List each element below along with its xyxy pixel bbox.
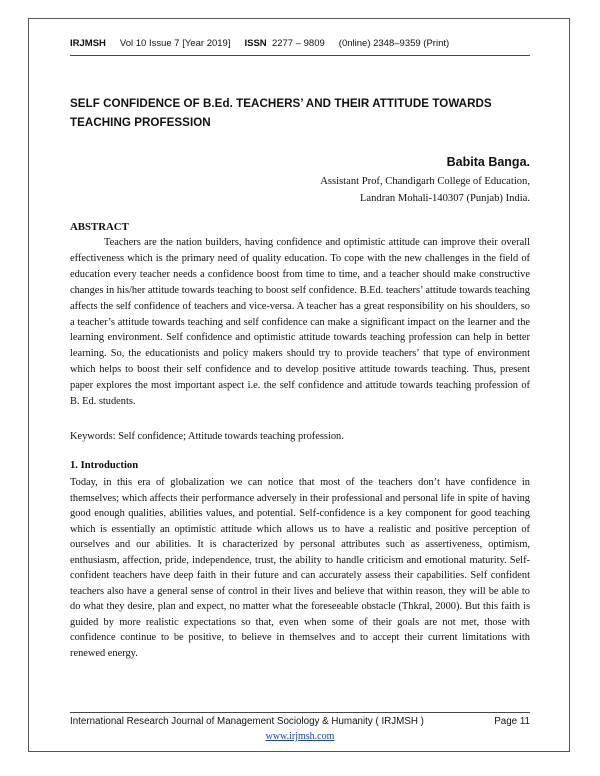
abstract-heading: ABSTRACT [70,221,129,233]
issn-number: 2277 – 9809 [271,38,325,49]
author-affiliation [230,173,530,207]
page-number: Page 11 [494,716,530,727]
author-name: Babita Banga. [446,155,530,169]
introduction-body: Today, in this era of globalization we can notice that most of the teachers don’t have confidence in themselves; which affects their performance adversely in their professional and personal life in spite of having good enough qualities, abilities values, and potential. Self-confidence is a key component for good teaching which is essentially an optimistic attitude which allows us to have a realistic and positive perception of ourselves and our abilities. It is characterized by personal attributes such as assertiveness, optimism, enthusiasm, affection, pride, independence, trust, the ability to handle criticism and emotional maturity. Self-confident teachers have deep faith in their future and can accurately assess their capabilities. Self confident teachers also have a general sense of control in their lives and believe that within reason, they will be able to do what they desire, plan and expect, no matter what the foreseeable obstacle (Thkral, 2000). But this faith is guided by more realistic expectations so that, even when some of their goals are not met, those with confidence continue to be positive, to believe in themselves and to accept their current limitations with renewed energy. [70,477,530,659]
journal-website-link[interactable]: www.irjmsh.com [265,731,335,742]
running-header [70,38,530,49]
footer-rule [70,712,530,713]
abstract-body: Teachers are the nation builders, having confidence and optimistic attitude can improve their overall effectiveness which is the primary need of quality education. To cope with the new challenges in the field of education every teacher needs a confidence boost from time to time, and a teacher should make constructive changes in his/her attitude towards teaching to boost self confidence. B.Ed. teachers’ attitude towards teaching affects the self confidence of teachers and vice-versa. A teacher has a great responsibility on his shoulders, so a teacher’s attitude towards teaching and self confidence can make a significant impact on the learner and the learning environment. Self confidence and optimistic attitude towards teaching profession can help in better learning. So, the educationists and policy makers should try to provide teachers’ that type of environment which helps to boost their self confidence and to develop positive attitude towards teaching. Thus, present paper explores the most important aspect i.e. the self confidence and attitude towards teaching profession of B. Ed. students. [70,237,530,408]
introduction-heading: 1. Introduction [70,460,139,471]
online-issn: (0nline) 2348–9359 (Print) [338,38,450,49]
keywords: Keywords: Self confidence; Attitude towards teaching profession. [70,431,344,442]
volume-info: Vol 10 Issue 7 [Year 2019] [119,38,231,49]
footer-journal-name: International Research Journal of Management Sociology & Humanity ( IRJMSH ) [70,716,424,727]
header-rule [70,55,530,56]
issn-label: ISSN [244,38,267,49]
paper-title: SELF CONFIDENCE OF B.Ed. TEACHERS’ AND THEIR ATTITUDE TOWARDS TEACHING PROFESSION [70,97,492,129]
journal-abbreviation: IRJMSH [70,38,106,49]
affiliation-line-1: Assistant Prof, Chandigarh College of Education, [320,176,530,187]
affiliation-line-2: Landran Mohali-140307 (Punjab) India. [359,193,530,204]
